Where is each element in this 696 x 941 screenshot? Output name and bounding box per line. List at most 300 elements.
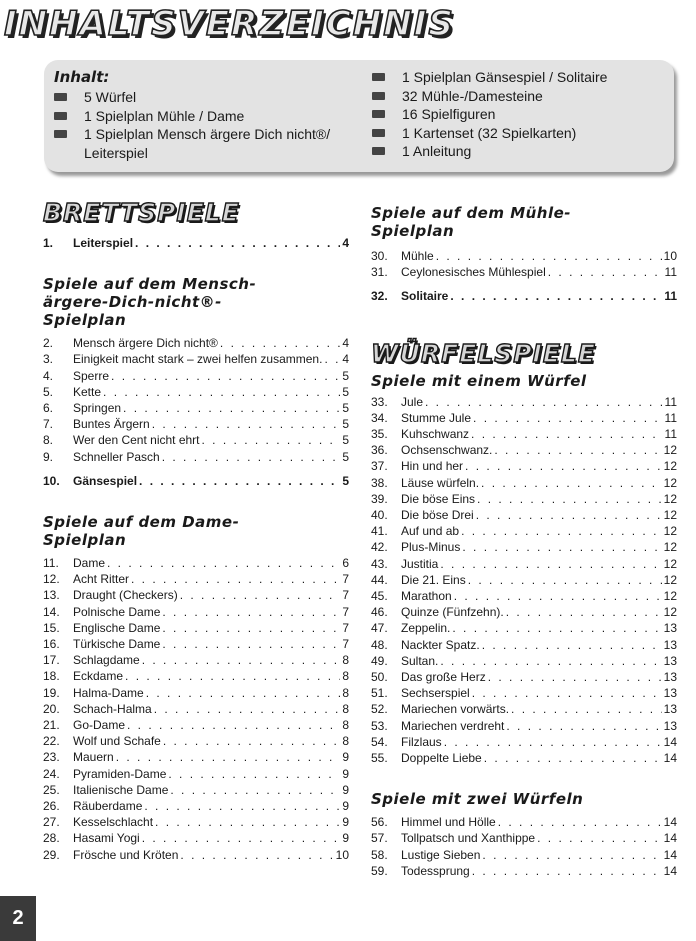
square-bullet-icon [372,110,385,118]
toc-entry-page: 9 [342,799,349,814]
toc-entry [43,847,349,863]
toc-entry-title: Ceylonesisches Mühlespiel [401,265,546,280]
toc-list-dame [43,555,349,863]
toc-entry [43,830,349,846]
toc-entry-page: 13 [663,686,677,701]
toc-entry-page: 12 [663,459,677,474]
toc-entry-number: 13. [43,588,60,603]
toc-entry-leader [111,368,340,384]
toc-entry-leader [461,523,662,539]
toc-entry [43,432,349,448]
toc-entry-leader [482,637,662,653]
toc-entry-leader [476,507,662,523]
toc-entry-title: Eckdame [73,669,124,684]
toc-entry-page: 7 [342,604,349,619]
toc-entry-leader [498,814,662,830]
toc-entry-number: 10. [43,473,60,488]
contents-item-label: 1 Anleitung [402,143,472,159]
toc-entry-leader [123,400,340,416]
toc-entry-leader [436,248,662,264]
toc-entry-page: 11 [664,394,677,409]
toc-entry-number: 19. [43,685,60,700]
right-column [371,204,677,879]
toc-entry-title: Buntes Ärgern [73,417,150,432]
toc-entry-leader [454,588,662,604]
toc-entry-title: Auf und ab [401,524,460,539]
toc-entry-title: Kette [73,384,102,399]
toc-entry [43,335,349,351]
toc-entry-number: 34. [371,410,388,425]
toc-entry-number: 39. [371,491,388,506]
toc-entry-title: Gänsespiel [73,473,138,488]
contents-item [372,105,672,124]
toc-list-einem-wuerfel [371,394,677,767]
toc-entry-page: 13 [663,637,677,652]
toc-entry [371,288,677,304]
toc-entry-number: 47. [371,621,388,636]
toc-entry-title: Stumme Jule [401,410,472,425]
toc-entry-page: 5 [342,417,349,432]
toc-entry-title: Hin und her [401,459,464,474]
contents-item [372,68,672,87]
toc-entry [371,718,677,734]
toc-entry-number: 31. [371,265,388,280]
toc-entry-number: 46. [371,605,388,620]
toc-entry-page: 12 [663,443,677,458]
toc-entry-title: Italienische Dame [73,782,169,797]
toc-entry-page: 8 [342,734,349,749]
toc-entry-number: 55. [371,751,388,766]
toc-entry-title: Läuse würfeln. [401,475,480,490]
toc-entry-number: 30. [371,249,388,263]
toc-entry-title: Schneller Pasch [73,449,160,464]
toc-entry-leader [168,766,340,782]
toc-entry-page: 7 [342,637,349,652]
toc-entry [371,653,677,669]
toc-entry [371,539,677,555]
toc-entry-leader [139,473,340,489]
contents-item [372,142,672,161]
toc-entry-leader [444,734,662,750]
toc-entry-page: 7 [342,588,349,603]
toc-entry-leader [180,587,341,603]
toc-entry-leader [131,571,340,587]
toc-entry-page: 11 [664,410,677,425]
toc-entry-leader [220,335,340,351]
toc-entry-title: Kuhschwanz [401,427,470,442]
toc-entry-number: 2. [43,336,54,351]
toc-entry-leader [440,653,661,669]
toc-entry-title: Jule [401,394,424,409]
toc-entry [371,701,677,717]
toc-entry-page: 13 [663,621,677,636]
toc-entry-title: Halma-Dame [73,685,144,700]
contents-box [44,60,674,172]
toc-entry [371,637,677,653]
toc-list-leiterspiel [43,235,349,251]
toc-entry-title: Englische Dame [73,620,161,635]
toc-entry [43,620,349,636]
toc-entry-title: Tollpatsch und Xanthippe [401,831,536,846]
toc-entry [371,620,677,636]
toc-entry-leader [180,847,333,863]
toc-entry-title: Mensch ärgere Dich nicht® [73,336,218,351]
toc-entry [43,235,349,251]
toc-entry-leader [465,458,662,474]
toc-entry-page: 12 [663,556,677,571]
toc-entry [43,473,349,489]
toc-entry [371,458,677,474]
toc-entry-page: 8 [342,685,349,700]
toc-entry-title: Draught (Checkers) [73,588,178,603]
toc-entry-number: 23. [43,750,60,765]
contents-item-label: 32 Mühle-/Damesteine [402,87,543,104]
toc-entry-page: 5 [342,433,349,448]
toc-entry-leader [154,701,341,717]
subsection-title-zwei-wuerfeln: Spiele mit zwei Würfeln [371,790,584,809]
toc-entry [43,571,349,587]
square-bullet-icon [372,129,385,137]
toc-entry [371,442,677,458]
toc-entry-number: 1. [43,236,54,250]
toc-entry [371,750,677,766]
toc-entry [43,701,349,717]
toc-entry-title: Mühle [401,249,434,263]
toc-entry [371,523,677,539]
toc-entry-page: 4 [342,336,349,351]
toc-entry-title: Plus-Minus [401,540,461,555]
toc-entry-leader [127,717,340,733]
toc-entry [43,384,349,400]
toc-entry [371,588,677,604]
toc-entry-title: Frösche und Kröten [73,847,179,862]
square-bullet-icon [54,130,67,138]
toc-entry-page: 13 [663,702,677,717]
toc-entry-page: 9 [342,782,349,797]
toc-entry-number: 45. [371,589,388,604]
toc-entry-leader [163,733,340,749]
toc-entry [43,766,349,782]
toc-entry-number: 53. [371,718,388,733]
toc-entry-page: 12 [663,540,677,555]
toc-entry-leader [452,620,661,636]
toc-entry-page: 8 [342,669,349,684]
toc-entry-leader [506,718,661,734]
toc-entry-number: 16. [43,637,60,652]
toc-entry-number: 6. [43,401,54,416]
toc-entry-page: 11 [664,427,677,442]
page-title: INHALTSVERZEICHNIS [4,4,455,44]
toc-entry-leader [494,442,661,458]
toc-entry-page: 11 [664,265,677,280]
contents-item-label: 1 Spielplan Mensch ärgere Dich nicht®/ Leiterspiel [84,126,331,161]
toc-entry-title: Die böse Eins [401,491,476,506]
toc-entry-page: 12 [663,572,677,587]
toc-entry [371,604,677,620]
toc-entry-page: 5 [342,449,349,464]
toc-entry-title: Ochsenschwanz. [401,443,493,458]
toc-entry-number: 24. [43,766,60,781]
toc-entry-leader [152,416,341,432]
toc-entry [371,830,677,846]
toc-entry-title: Zeppelin. [401,621,451,636]
contents-left-list [54,88,354,162]
toc-entry-number: 36. [371,443,388,458]
toc-entry-number: 11. [43,556,59,571]
toc-entry-number: 12. [43,572,60,587]
subsection-title-muehle: Spiele auf dem Mühle-Spielplan [371,204,572,240]
toc-entry-number: 38. [371,475,388,490]
toc-entry-title: Todessprung [401,863,470,878]
toc-entry-title: Justitia [401,556,439,571]
toc-entry-number: 3. [43,352,54,367]
toc-entry-number: 59. [371,863,388,878]
toc-entry-title: Leiterspiel [73,236,134,250]
toc-entry-number: 51. [371,686,388,701]
toc-entry-title: Mariechen vorwärts. [401,702,510,717]
toc-entry-number: 44. [371,572,388,587]
contents-item-label: 1 Spielplan Mühle / Dame [84,107,245,124]
toc-entry-leader [324,351,340,367]
toc-entry-title: Lustige Sieben [401,847,481,862]
toc-entry-number: 35. [371,427,388,442]
toc-entry [371,426,677,442]
toc-entry-number: 54. [371,734,388,749]
toc-entry-leader [462,539,661,555]
contents-item-label: 5 Würfel [84,89,137,105]
toc-entry-title: Pyramiden-Dame [73,766,167,781]
toc-entry-title: Wer den Cent nicht ehrt [73,433,200,448]
section-title-wuerfelspiele: WÜRFELSPIELE [371,338,596,368]
toc-entry-leader [537,830,662,846]
contents-heading: Inhalt: [54,68,110,86]
toc-entry [371,394,677,410]
square-bullet-icon [54,93,67,101]
toc-entry-leader [548,264,663,280]
toc-entry-title: Wolf und Schafe [73,734,161,749]
toc-entry-leader [450,288,662,304]
toc-entry [43,717,349,733]
toc-entry-title: Dame [73,556,106,571]
toc-entry [43,782,349,798]
toc-entry-leader [488,669,662,685]
toc-entry-page: 14 [663,734,677,749]
toc-entry [371,248,677,264]
toc-entry-leader [162,636,340,652]
toc-entry-leader [477,491,662,507]
toc-entry-page: 9 [342,750,349,765]
toc-entry-page: 8 [342,653,349,668]
square-bullet-icon [372,92,385,100]
toc-entry-number: 18. [43,669,60,684]
toc-entry-page: 13 [663,670,677,685]
page-number: 2 [0,896,36,941]
square-bullet-icon [372,73,385,81]
toc-entry-number: 15. [43,620,60,635]
toc-entry-number: 21. [43,718,60,733]
toc-entry [43,416,349,432]
toc-entry-number: 33. [371,394,388,409]
toc-entry [371,264,677,280]
toc-entry-title: Das große Herz [401,670,486,685]
toc-entry-leader [440,556,661,572]
contents-item [54,125,354,162]
toc-entry-title: Mariechen verdreht [401,718,505,733]
toc-entry-leader [484,750,662,766]
toc-entry-page: 10 [663,249,677,263]
subsection-title-einem-wuerfel: Spiele mit einem Würfel [371,371,587,390]
toc-entry-title: Nackter Spatz. [401,637,480,652]
toc-entry-leader [162,604,340,620]
toc-entry-page: 7 [342,572,349,587]
toc-entry-title: Filzlaus [401,734,442,749]
toc-entry-number: 9. [43,449,54,464]
toc-entry-page: 5 [342,368,349,383]
toc-entry-leader [506,604,662,620]
toc-entry [43,798,349,814]
toc-entry-number: 43. [371,556,388,571]
toc-list-mensch [43,335,349,465]
toc-entry [371,734,677,750]
toc-entry-page: 11 [664,289,677,304]
toc-entry-page: 13 [663,718,677,733]
toc-entry-page: 9 [342,831,349,846]
toc-entry-title: Marathon [401,589,452,604]
contents-item-label: 1 Kartenset (32 Spielkarten) [402,124,577,141]
toc-entry-page: 12 [663,589,677,604]
toc-entry-number: 32. [371,289,388,304]
toc-entry-page: 9 [342,815,349,830]
toc-entry-number: 29. [43,847,60,862]
toc-entry-page: 8 [342,718,349,733]
toc-entry-leader [116,749,341,765]
toc-entry [43,733,349,749]
toc-entry-title: Die 21. Eins [401,572,466,587]
toc-entry-leader [472,863,662,879]
toc-entry [371,847,677,863]
toc-entry-title: Himmel und Hölle [401,815,496,830]
toc-entry-page: 5 [342,473,349,488]
toc-entry [43,587,349,603]
toc-entry-page: 14 [663,847,677,862]
toc-entry-title: Hasami Yogi [73,831,140,846]
toc-entry [371,685,677,701]
toc-entry [371,475,677,491]
toc-entry-title: Quinze (Fünfzehn). [401,605,504,620]
toc-entry [43,604,349,620]
toc-entry-title: Die böse Drei [401,508,474,523]
toc-entry-number: 22. [43,734,60,749]
toc-entry-number: 57. [371,831,388,846]
square-bullet-icon [54,112,67,120]
toc-entry-number: 26. [43,799,60,814]
toc-entry [371,507,677,523]
contents-right-column [372,68,672,161]
toc-entry [371,572,677,588]
toc-entry-title: Doppelte Liebe [401,751,482,766]
toc-entry-page: 12 [663,491,677,506]
toc-entry-leader [511,701,662,717]
toc-entry-leader [425,394,663,410]
toc-entry-title: Schlagdame [73,653,140,668]
toc-entry-page: 4 [342,352,349,367]
contents-item [54,107,354,126]
toc-entry-leader [107,555,340,571]
toc-entry-title: Sperre [73,368,110,383]
toc-entry-number: 58. [371,847,388,862]
toc-entry-leader [468,572,662,588]
toc-entry-number: 48. [371,637,388,652]
toc-entry-leader [482,847,661,863]
toc-entry-page: 14 [663,831,677,846]
toc-entry-number: 42. [371,540,388,555]
toc-entry-leader [481,475,662,491]
toc-entry-leader [155,814,340,830]
contents-item [372,124,672,143]
toc-entry [371,410,677,426]
toc-entry-leader [135,235,340,251]
toc-list-solitaire [371,288,677,304]
toc-entry-leader [162,449,341,465]
subsection-title-dame: Spiele auf dem Dame-Spielplan [43,513,240,550]
toc-entry-title: Einigkeit macht stark – zwei helfen zusammen. [73,352,323,367]
toc-entry-leader [142,830,341,846]
toc-entry-number: 41. [371,524,388,539]
toc-entry-number: 25. [43,782,60,797]
toc-entry-page: 12 [663,508,677,523]
toc-entry-leader [162,620,340,636]
toc-entry-leader [146,685,341,701]
subsection-title-mensch: Spiele auf dem Mensch-ärgere-Dich-nicht®-Spielplan [43,275,257,330]
toc-entry-number: 37. [371,459,388,474]
toc-entry-leader [144,798,340,814]
toc-entry-page: 5 [342,384,349,399]
toc-entry-page: 4 [342,236,349,250]
toc-entry [43,668,349,684]
toc-entry-title: Sechserspiel [401,686,470,701]
toc-entry-leader [202,432,341,448]
toc-entry-number: 5. [43,384,54,399]
toc-entry-title: Acht Ritter [73,572,130,587]
toc-entry-leader [142,652,341,668]
toc-entry [43,749,349,765]
left-column [43,198,349,863]
toc-entry-title: Kesselschlacht [73,815,154,830]
toc-entry-number: 7. [43,417,54,432]
toc-entry-page: 14 [663,751,677,766]
toc-entry-page: 7 [342,620,349,635]
contents-item [372,87,672,106]
toc-entry-number: 28. [43,831,60,846]
toc-entry-title: Räuberdame [73,799,143,814]
toc-entry [371,669,677,685]
toc-entry-title: Solitaire [401,289,449,304]
contents-left-column [54,68,354,162]
toc-entry [43,449,349,465]
toc-entry-number: 40. [371,508,388,523]
toc-entry-leader [473,410,663,426]
toc-entry [43,652,349,668]
toc-entry [43,555,349,571]
toc-entry-number: 56. [371,815,388,830]
toc-entry [43,351,349,367]
toc-entry-page: 12 [663,524,677,539]
toc-entry [43,685,349,701]
toc-entry [43,368,349,384]
contents-item-label: 16 Spielfiguren [402,106,496,122]
toc-entry-title: Türkische Dame [73,637,161,652]
toc-entry-title: Go-Dame [73,718,126,733]
